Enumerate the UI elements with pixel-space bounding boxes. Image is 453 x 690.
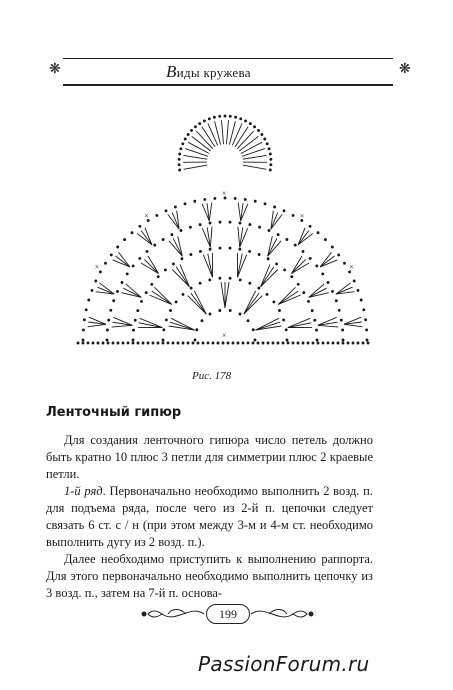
chain-dot <box>314 319 316 321</box>
watermark: PassionForum.ru <box>198 652 370 676</box>
chain-dot <box>262 342 264 344</box>
chain-dot <box>177 342 179 344</box>
stitch-mark <box>288 318 311 327</box>
chain-dot <box>162 342 164 344</box>
chain-dot <box>257 342 259 344</box>
chain-dot <box>106 339 108 341</box>
figure-caption: Рис. 178 <box>192 370 232 382</box>
chain-dot <box>117 246 119 248</box>
chain-dot <box>357 342 359 344</box>
chain-dot <box>99 271 101 273</box>
header-rule-bottom <box>63 84 393 86</box>
chain-dot <box>207 342 209 344</box>
chain-dot <box>316 265 318 267</box>
chain-dot <box>203 120 205 122</box>
chain-dot <box>332 342 334 344</box>
chain-dot <box>187 342 189 344</box>
chain-dot <box>229 247 231 249</box>
chain-dot <box>192 342 194 344</box>
stitch-mark <box>288 323 312 328</box>
chain-dot <box>224 115 226 117</box>
chain-dot <box>264 138 266 140</box>
chain-dot <box>249 224 251 226</box>
chain-dot <box>191 129 193 131</box>
chain-dot <box>137 342 139 344</box>
chain-dot <box>145 292 147 294</box>
chain-dot <box>178 158 180 160</box>
stitch-mark <box>170 322 195 330</box>
chain-dot <box>294 244 296 246</box>
stitch-x-mark: × <box>94 262 100 272</box>
stitch-mark <box>188 296 207 315</box>
chain-dot <box>147 342 149 344</box>
chain-dot <box>266 143 268 145</box>
chain-dot <box>317 342 319 344</box>
stitch-mark <box>210 227 212 248</box>
chain-dot <box>97 342 99 344</box>
chain-dot <box>112 342 114 344</box>
chain-dot <box>363 309 365 311</box>
crochet-diagram <box>60 100 390 362</box>
stitch-mark <box>139 323 163 328</box>
chain-dot <box>332 290 334 292</box>
chain-dot <box>124 239 126 241</box>
chain-dot <box>209 248 211 250</box>
stitch-mark <box>261 264 270 286</box>
chain-dot <box>284 269 286 271</box>
chain-dot <box>131 232 133 234</box>
chain-dot <box>229 310 231 312</box>
chain-dot <box>219 115 221 117</box>
chain-dot <box>311 310 313 312</box>
chain-dot <box>102 342 104 344</box>
stitch-mark <box>185 149 208 157</box>
chain-dot <box>276 263 278 265</box>
chain-dot <box>244 198 246 200</box>
chain-dot <box>82 329 84 331</box>
stitch-x-mark: × <box>144 211 149 221</box>
stitch-mark <box>238 227 240 248</box>
chain-dot <box>139 225 141 227</box>
chain-dot <box>113 300 115 302</box>
chain-dot <box>270 164 272 166</box>
chain-dot <box>194 200 196 202</box>
stitch-mark <box>227 120 229 144</box>
stitch-mark <box>112 325 133 327</box>
chain-dot <box>259 226 261 228</box>
stitch-mark <box>244 296 262 315</box>
running-header <box>49 58 411 90</box>
chain-dot <box>141 300 143 302</box>
chain-dot <box>342 339 344 341</box>
chain-dot <box>132 342 134 344</box>
chain-dot <box>164 269 166 271</box>
stitch-mark <box>242 149 265 157</box>
paragraph-text: . Первоначально необходимо выполнить 2 возд. п. для подъема ряда, после чего из 2-й п. цепочки следует связать 6 ст. с / н (при этом между 3-м и 4-м ст. необходимо выполнить дугу из 2 возд. п.). <box>46 484 373 549</box>
chain-dot <box>239 279 241 281</box>
stitch-x-mark: × <box>222 189 227 198</box>
chain-dot <box>309 225 311 227</box>
chain-dot <box>366 339 368 341</box>
chain-dot <box>264 203 266 205</box>
chain-dot <box>175 301 177 303</box>
chain-dot <box>367 342 369 344</box>
chain-dot <box>154 244 156 246</box>
chain-dot <box>121 282 123 284</box>
body-text <box>46 432 373 602</box>
chain-dot <box>219 277 221 279</box>
chain-dot <box>347 342 349 344</box>
chain-dot <box>151 283 153 285</box>
stitch-mark <box>191 293 206 314</box>
stitch-mark <box>172 270 189 287</box>
chain-dot <box>272 342 274 344</box>
chain-dot <box>239 248 241 250</box>
chain-dot <box>163 329 165 331</box>
chain-dot <box>331 246 333 248</box>
chain-dot <box>199 123 201 125</box>
chain-dot <box>156 214 158 216</box>
chain-dot <box>212 342 214 344</box>
chain-dot <box>324 239 326 241</box>
chain-dot <box>187 134 189 136</box>
chain-dot <box>337 342 339 344</box>
paragraph: Далее необходимо приступить к выполнению раппорта. Для этого первоначально необходимо выполнить цепочку из 3 возд. п., затем на 7-й п. основа- <box>46 552 373 600</box>
chain-dot <box>316 329 318 331</box>
chain-dot <box>258 129 260 131</box>
chain-dot <box>268 148 270 150</box>
chain-dot <box>229 221 231 223</box>
chain-dot <box>261 134 263 136</box>
chain-dot <box>335 300 337 302</box>
chain-dot <box>273 301 275 303</box>
chain-dot <box>82 339 84 341</box>
chain-dot <box>317 232 319 234</box>
chain-dot <box>338 254 340 256</box>
stitch-mark <box>243 165 267 169</box>
chain-dot <box>269 153 271 155</box>
chain-dot <box>279 310 281 312</box>
chain-dot <box>362 342 364 344</box>
chain-dot <box>83 319 85 321</box>
chain-dot <box>172 263 174 265</box>
stitch-mark <box>225 282 229 308</box>
chain-dot <box>126 273 128 275</box>
chain-dot <box>213 116 215 118</box>
chain-dot <box>107 342 109 344</box>
chain-dot <box>274 206 276 208</box>
chain-dot <box>202 342 204 344</box>
chain-dot <box>105 262 107 264</box>
chain-dot <box>286 239 288 241</box>
row-label: 1-й ряд <box>64 484 103 498</box>
chain-dot <box>182 342 184 344</box>
chain-dot <box>286 339 288 341</box>
stitch-mark <box>184 165 208 169</box>
stitch-mark <box>221 282 225 308</box>
chain-dot <box>106 329 108 331</box>
chain-dot <box>229 277 231 279</box>
stitch-mark <box>238 255 247 278</box>
chain-dot <box>353 280 355 282</box>
chain-dot <box>152 342 154 344</box>
chain-dot <box>249 123 251 125</box>
chain-dot <box>204 198 206 200</box>
chain-dot <box>122 342 124 344</box>
chain-dot <box>292 214 294 216</box>
chain-dot <box>234 197 236 199</box>
stitch-mark <box>238 203 241 221</box>
chain-dot <box>182 143 184 145</box>
chain-dot <box>167 342 169 344</box>
chain-dot <box>157 276 159 278</box>
stitch-mark <box>209 203 212 221</box>
chain-dot <box>180 148 182 150</box>
chain-dot <box>184 203 186 205</box>
chain-dot <box>292 342 294 344</box>
stitch-mark <box>344 324 362 327</box>
page-number: 199 <box>206 604 250 624</box>
chain-dot <box>327 342 329 344</box>
section-heading: Ленточный гипюр <box>46 405 182 420</box>
stitch-mark <box>261 270 278 287</box>
chain-dot <box>219 221 221 223</box>
chain-dot <box>137 310 139 312</box>
chain-dot <box>267 258 269 260</box>
chain-dot <box>165 210 167 212</box>
chain-dot <box>342 342 344 344</box>
chain-dot <box>209 222 211 224</box>
chain-dot <box>146 250 148 252</box>
header-rule-top <box>63 58 393 59</box>
chain-dot <box>240 118 242 120</box>
chain-dot <box>132 265 134 267</box>
stitch-x-mark: × <box>349 262 354 272</box>
chain-dot <box>170 310 172 312</box>
stitch-mark <box>278 295 300 304</box>
chain-dot <box>199 282 201 284</box>
stitch-mark <box>244 291 256 314</box>
chain-dot <box>199 224 201 226</box>
chain-dot <box>132 339 134 341</box>
chain-dot <box>277 234 279 236</box>
chain-dot <box>194 339 196 341</box>
paragraph <box>46 483 373 551</box>
chain-dot <box>95 280 97 282</box>
chain-dot <box>266 293 268 295</box>
chain-dot <box>242 342 244 344</box>
chain-dot <box>162 339 164 341</box>
chain-dot <box>254 339 256 341</box>
stitch-mark <box>88 324 106 327</box>
chain-dot <box>181 258 183 260</box>
chain-dot <box>179 153 181 155</box>
stitch-mark <box>149 295 171 304</box>
stitch-mark <box>203 255 212 278</box>
chain-dot <box>254 126 256 128</box>
chain-dot <box>87 342 89 344</box>
chain-dot <box>139 257 141 259</box>
chain-dot <box>208 118 210 120</box>
chain-dot <box>291 276 293 278</box>
chain-dot <box>322 342 324 344</box>
chain-dot <box>252 329 254 331</box>
chain-dot <box>232 342 234 344</box>
stitch-mark <box>194 291 206 314</box>
header-title <box>166 62 251 82</box>
chain-dot <box>174 206 176 208</box>
header-title-rest: иды кружева <box>176 65 251 80</box>
stitch-mark <box>238 254 243 278</box>
chain-dot <box>312 342 314 344</box>
chain-dot <box>366 329 368 331</box>
chain-dot <box>249 282 251 284</box>
stitch-mark <box>244 293 259 314</box>
chain-dot <box>82 342 84 344</box>
flower-ornament-icon: ❋ <box>399 62 411 77</box>
chain-dot <box>117 342 119 344</box>
chain-dot <box>360 299 362 301</box>
stitch-mark <box>208 254 213 278</box>
chain-dot <box>194 126 196 128</box>
chain-dot <box>133 329 135 331</box>
chain-dot <box>196 329 198 331</box>
flower-ornament-icon: ❋ <box>49 62 61 77</box>
chain-dot <box>338 309 340 311</box>
chain-dot <box>252 342 254 344</box>
chain-dot <box>179 169 181 171</box>
chain-dot <box>267 342 269 344</box>
chain-dot <box>171 234 173 236</box>
paragraph: Для создания ленточного гипюра число петель должно быть кратно 10 плюс 3 петли для симметрии плюс 2 краевые петли. <box>46 433 373 481</box>
chain-dot <box>344 262 346 264</box>
chain-dot <box>247 342 249 344</box>
chain-dot <box>237 342 239 344</box>
chain-dot <box>219 310 221 312</box>
chain-dot <box>282 342 284 344</box>
stitch-mark <box>255 322 280 330</box>
chain-dot <box>297 283 299 285</box>
chain-dot <box>222 342 224 344</box>
chain-dot <box>77 342 79 344</box>
chain-dot <box>134 319 136 321</box>
chain-dot <box>180 230 182 232</box>
chain-dot <box>162 239 164 241</box>
chain-dot <box>189 226 191 228</box>
chain-dot <box>178 164 180 166</box>
chain-dot <box>108 319 110 321</box>
chain-dot <box>268 230 270 232</box>
chain-dot <box>92 342 94 344</box>
chain-dot <box>88 299 90 301</box>
chain-dot <box>269 169 271 171</box>
stitch-mark <box>278 287 295 304</box>
chain-dot <box>110 309 112 311</box>
chain-dot <box>302 250 304 252</box>
chain-dot <box>217 342 219 344</box>
chain-dot <box>165 319 167 321</box>
stitch-mark <box>180 264 189 286</box>
chain-dot <box>182 293 184 295</box>
stitch-x-mark: × <box>222 331 227 340</box>
chain-dot <box>342 329 344 331</box>
chain-dot <box>283 210 285 212</box>
chain-dot <box>297 342 299 344</box>
chain-dot <box>283 319 285 321</box>
chain-dot <box>270 158 272 160</box>
chain-dot <box>340 319 342 321</box>
chain-dot <box>209 279 211 281</box>
chain-dot <box>258 254 260 256</box>
chain-dot <box>219 247 221 249</box>
chain-dot <box>235 116 237 118</box>
stitch-mark <box>184 155 208 159</box>
chain-dot <box>85 309 87 311</box>
chain-dot <box>357 289 359 291</box>
chain-dot <box>258 287 260 289</box>
chain-dot <box>201 320 203 322</box>
chain-dot <box>227 342 229 344</box>
chain-dot <box>91 289 93 291</box>
stitch-mark <box>318 325 339 327</box>
chain-dot <box>249 250 251 252</box>
chain-dot <box>352 342 354 344</box>
stitch-mark <box>155 287 172 304</box>
chain-dot <box>190 254 192 256</box>
chain-dot <box>327 282 329 284</box>
chain-dot <box>309 257 311 259</box>
chain-dot <box>117 290 119 292</box>
chain-dot <box>199 250 201 252</box>
chain-dot <box>245 120 247 122</box>
chain-dot <box>142 342 144 344</box>
chain-dot <box>365 319 367 321</box>
chain-dot <box>110 254 112 256</box>
stitch-mark <box>243 155 267 159</box>
chain-dot <box>303 292 305 294</box>
chain-dot <box>190 287 192 289</box>
chain-dot <box>239 222 241 224</box>
stitch-mark <box>140 318 163 327</box>
chain-dot <box>247 320 249 322</box>
chain-dot <box>254 200 256 202</box>
chain-dot <box>277 342 279 344</box>
chain-dot <box>209 313 211 315</box>
chain-dot <box>316 339 318 341</box>
chain-dot <box>239 313 241 315</box>
stitch-x-mark: × <box>299 211 305 221</box>
chain-dot <box>322 273 324 275</box>
chain-dot <box>308 300 310 302</box>
chain-dot <box>285 329 287 331</box>
chain-dot <box>214 197 216 199</box>
chain-dot <box>287 342 289 344</box>
chain-dot <box>172 342 174 344</box>
chain-dot <box>229 115 231 117</box>
chain-dot <box>197 342 199 344</box>
chain-dot <box>307 342 309 344</box>
chain-dot <box>302 342 304 344</box>
chain-dot <box>184 138 186 140</box>
chain-dot <box>127 342 129 344</box>
chain-dot <box>157 342 159 344</box>
stitch-mark <box>222 120 224 144</box>
header-title-initial: В <box>166 62 177 81</box>
